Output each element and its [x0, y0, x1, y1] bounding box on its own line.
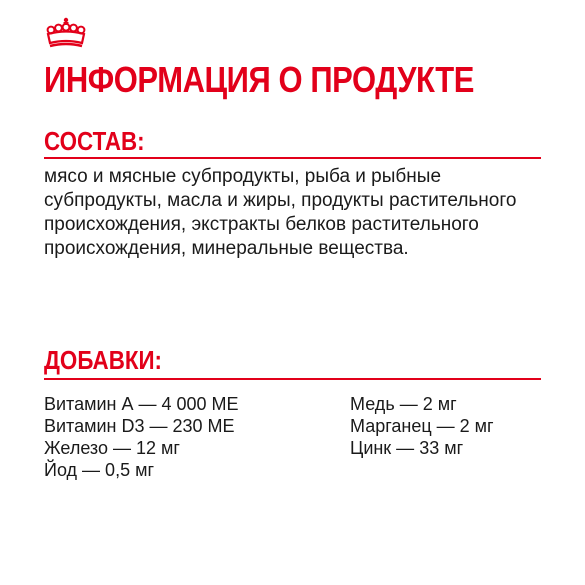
- list-item: Марганец — 2 мг: [350, 416, 494, 436]
- crown-icon: [44, 17, 88, 51]
- list-item: Цинк — 33 мг: [350, 438, 464, 458]
- composition-heading: СОСТАВ:: [44, 126, 145, 156]
- additives-list-left: [44, 393, 239, 481]
- additives-divider: [44, 378, 541, 380]
- list-item: Витамин А — 4 000 МЕ: [44, 394, 239, 414]
- additives-heading: ДОБАВКИ:: [44, 345, 163, 375]
- list-item: Медь — 2 мг: [350, 394, 457, 414]
- list-item: Железо — 12 мг: [44, 438, 180, 458]
- list-item: Йод — 0,5 мг: [44, 460, 155, 480]
- additives-list-right: [350, 393, 494, 459]
- composition-text: мясо и мясные субпродукты, рыба и рыбные субпродукты, масла и жиры, продукты растительного происхождения, экстракты белков растительного происхождения, минеральные вещества.: [44, 166, 517, 259]
- page-title: ИНФОРМАЦИЯ О ПРОДУКТЕ: [44, 59, 474, 100]
- composition-divider: [44, 157, 541, 159]
- list-item: Витамин D3 — 230 МЕ: [44, 416, 235, 436]
